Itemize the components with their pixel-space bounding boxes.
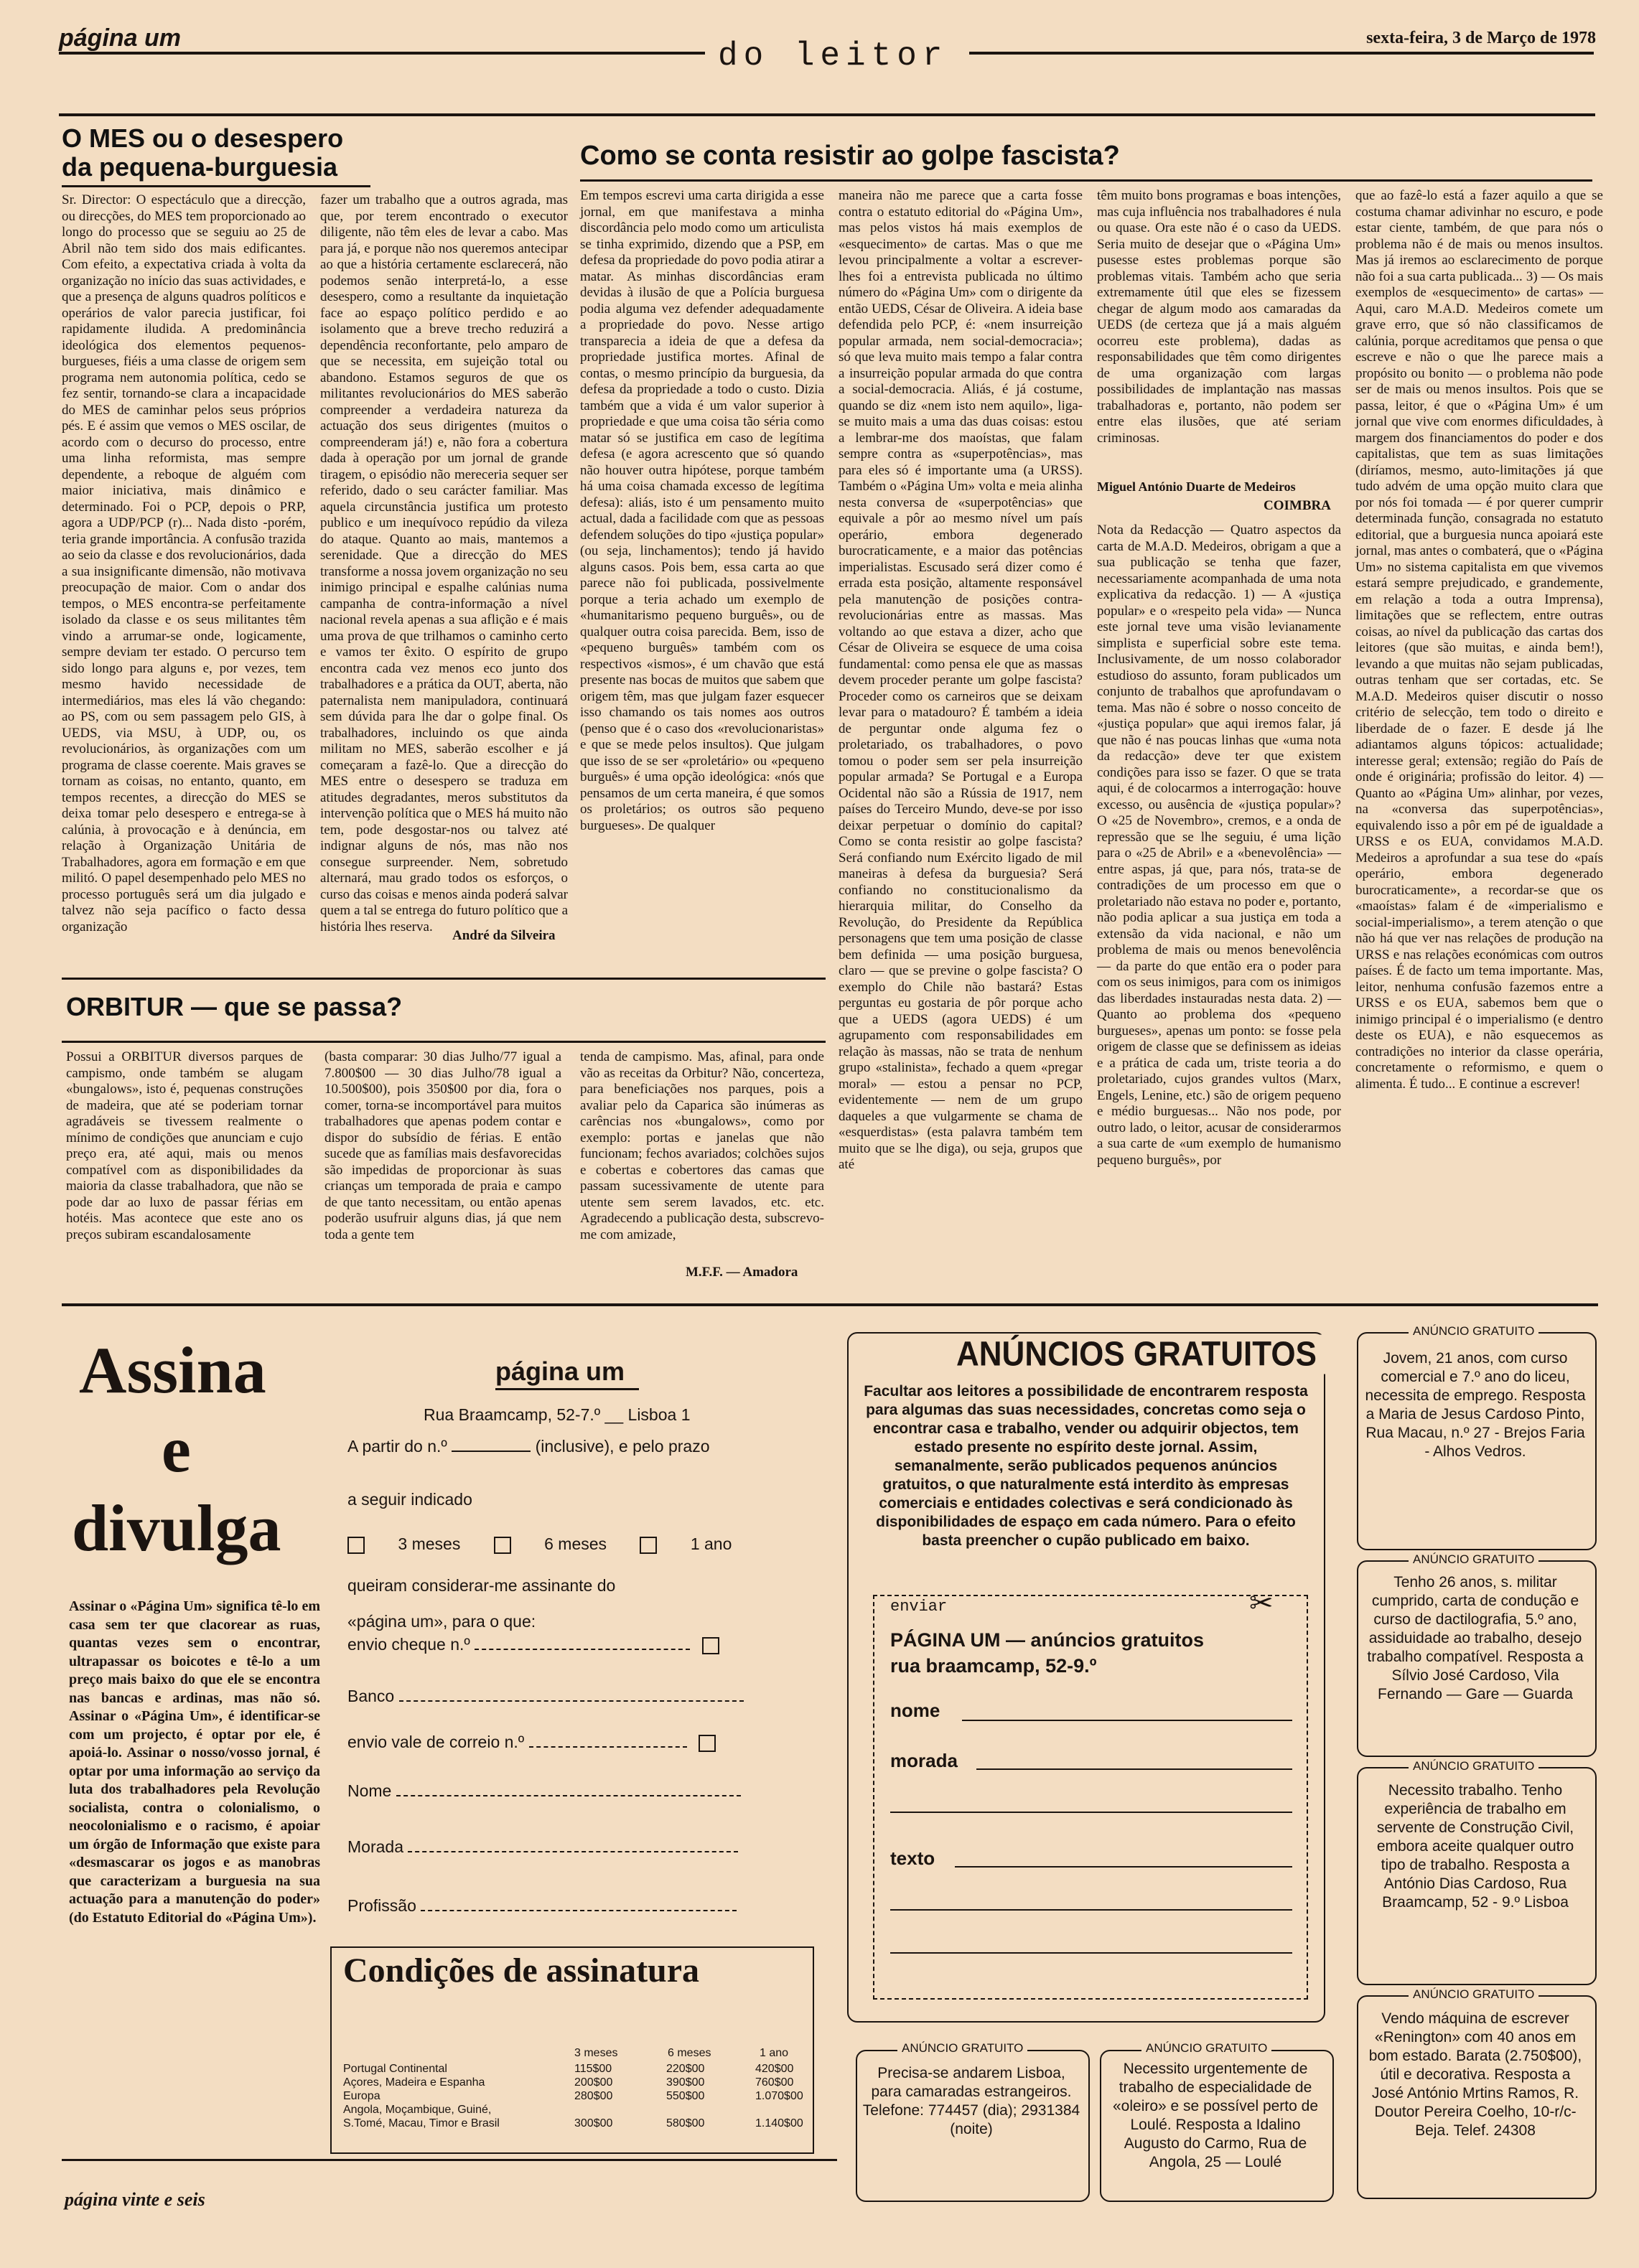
coupon-text-input-1[interactable]	[955, 1866, 1292, 1868]
coupon-label: enviar	[887, 1598, 950, 1616]
coupon-text-input-2[interactable]	[890, 1909, 1292, 1911]
small-ad-1-caption: ANÚNCIO GRATUITO	[897, 2041, 1027, 2056]
option-3-months-label: 3 meses	[398, 1534, 461, 1553]
mes-title-rule	[62, 185, 370, 187]
orbitur-col1: Possui a ORBITUR diversos parques de campismo, onde também se alugam «bungalows», isto é, pequenas construções de madeira, que até se poderiam tornar agradáveis se tivessem realmente o mínimo de condições que anunciam e cujo preço era, até aqui, mais ou menos compatível com as disponibilidades da maioria da classe trabalhadora, que não se pode dar ao luxo de passar férias em hotéis. Mas acontece que este ano os preços subiram escandalosamente	[66, 1049, 303, 1242]
form-postal-checkbox[interactable]	[699, 1735, 716, 1752]
free-ads-title: ANÚNCIOS GRATUITOS	[946, 1335, 1327, 1374]
paper-name: página um	[59, 24, 182, 52]
side-ad-3-caption: ANÚNCIO GRATUITO	[1409, 1759, 1538, 1773]
conditions-price-1y: 1.140$00	[755, 2117, 803, 2129]
form-postal-input[interactable]	[529, 1746, 687, 1748]
golpe-col1: Em tempos escrevi uma carta dirigida a esse jornal, em que manifestava a minha discordância pelo modo como um articulista se tinha exprimido, dizendo que a PSP, em defesa da propriedade do povo podia atirar a matar. As minhas discordâncias eram devidas à ilusão de que a Polícia burguesa podia alguma vez defender adequadamente a propriedade do povo. Nesse artigo transparecia a ideia de que a defesa da propriedade justifica mortes. Afinal de contas, o mesmo princípio da burguesia, da defesa da propriedade a todo o custo. Dizia também que a vida é um valor superior à propriedade e que uma coisa tão séria como matar só se justifica em caso de legítima defesa (e agora acrescento que só quando não houver outra hipótese, porque também há uma coisa chamada excesso de legítima defesa): aliás, isto é um pensamento muito actual, dada a facilidade com que as pessoas defendem soluções do tipo «justiça popular» (ou seja, linchamentos); tendo já havido alguns casos. Pois bem, essa carta ao que parece não foi publicada, possivelmente porque a teria achado um exemplo de «humanitarismo pequeno burguês», ou de qualquer outra coisa parecida. Bem, isso de «pequeno burguês» também com os respectivos «ismos», é um chavão que está presente nas bocas de muitos que sabem que origem têm, mas que julgam fazer esquecer isso chamando os tais nomes aos outros (penso que é o caso dos «revolucionaristas» e que se mede pelos insultos). Que julgam que isso de se ser «proletário» ou «pequeno burguês» é uma opção ideológica: «nós que pensamos de um certa maneira, é que somos os proletários; os outros são pequeno burgueses». De qualquer	[580, 188, 824, 833]
form-name-input[interactable]	[396, 1795, 741, 1796]
conditions-price-6m: 550$00	[666, 2090, 705, 2102]
conditions-price-6m: 220$00	[666, 2063, 705, 2075]
conditions-region: Portugal Continental	[343, 2063, 447, 2075]
small-ad-2-caption: ANÚNCIO GRATUITO	[1141, 2041, 1271, 2056]
conditions-price-1y: 420$00	[755, 2063, 794, 2075]
conditions-header-6m: 6 meses	[668, 2047, 711, 2059]
option-1-year-checkbox[interactable]	[640, 1537, 657, 1554]
option-6-months-label: 6 meses	[544, 1534, 607, 1553]
form-from-prefix: A partir do n.º	[347, 1437, 447, 1456]
option-1-year-label: 1 ano	[690, 1534, 732, 1553]
mes-col2: fazer um trabalho que a outros agrada, mas que, por terem encontrado o executor diligente, não têm eles de levar a cabo. Mas para já, e porque não nos queremos antecipar ao que a história certamente esclarecerá, não podemos senão interpretá-lo, a esse desespero, como a resultante da inquietação face ao espaço político perdido e ao isolamento que a breve trecho reduzirá a dependência reconfortante, pelo amparo de que se necessita, em sujeição total ou abandono. Estamos seguros de que os militantes revolucionários do MES saberão compreender a verdadeira natureza da actuação dos seus dirigentes (muitos o compreenderam já!) e, não fora a cobertura dada à operação por um jornal de grande tiragem, o episódio não mereceria sequer ser referido, dado o seu carácter familiar. Mas aquela circunstância justifica um protesto publico e um inequívoco repúdio da vileza do ataque. Quanto ao mais, mantemos a serenidade. Que a direcção do MES transforme a nossa jovem organização no seu inimigo principal e espalhe calúnias numa campanha de contra-informação a nível nacional revela apenas a sua aflição e é mais uma prova de que trilhamos o caminho certo e vamos ter êxito. O espírito de grupo encontra cada vez menos eco junto dos trabalhadores e a prática da OUT, aberta, não paternalista nem manipuladora, continuará sem dúvida para lhe dar o golpe final. Os trabalhadores, incluindo os que ainda militam no MES, saberão escolher e já começaram a fazê-lo. Que a direcção do MES entre o desespero se traduza em atitudes degradantes, meros substitutos da intervenção política que o MES há muito não tem, pode desgostar-nos ou talvez até indignar alguns de nós, mas não nos consegue surpreender. Nem, sobretudo alternará, mau grado todos os esforços, o curso das coisas e menos ainda poderá salvar quem a tal se entrega do futuro político que a história lhes reserva.	[320, 192, 568, 934]
conditions-header-1y: 1 ano	[760, 2047, 789, 2059]
assina-body: Assinar o «Página Um» significa tê-lo em casa sem ter que clacorear as ruas, quantas vezes sem o encontrar, ultrapassar os boicotes e tê-lo a um preço mais baixo do que ele se encontra nas bancas e ardinas, mas não só. Assinar o «Página Um», é identificar-se com um projecto, é optar por ele, é apoiá-lo. Assinar o nosso/vosso jornal, é optar por uma informação ao serviço da luta dos trabalhadores pela Revolução socialista, contra o colonialismo, o neocolonialismo e o racismo, é apoiar um órgão de Informação que existe para «desmascarar os jogos e as manobras que caracterizam a burguesia na sua actuação para a manutenção do poder» (do Estatuto Editorial do «Página Um»).	[69, 1598, 320, 1926]
form-address-row	[347, 1837, 814, 1857]
orbitur-top-rule	[62, 978, 826, 980]
conditions-price-1y: 1.070$00	[755, 2090, 803, 2102]
conditions-region: Açores, Madeira e Espanha	[343, 2076, 485, 2089]
form-profession-label: Profissão	[347, 1896, 416, 1915]
form-consider-2: «página um», para o que:	[347, 1612, 536, 1631]
golpe-title-rule	[580, 179, 1592, 182]
coupon-name-label: nome	[890, 1700, 940, 1721]
golpe-col4: que ao fazê-lo está a fazer aquilo a que se costuma chamar adivinhar no escuro, e pode estar ciente, também, de que para nós o problema não é de mais ou menos insultos. Mas já iremos ao esclarecimento de porque não foi a sua carta publicada... 3) — Os mais exemplos de «esquecimento» de cartas» — Aqui, caro M.A.D. Medeiros comete um grave erro, que só não classificamos de calúnia, porque acreditamos que pensa o que escreve e não o que lhe parece mais a propósito ou bonito — o problema não pode ser de mais ou menos insultos. Pois que se passa, leitor, é que o «Página Um» é um jornal que vive com enormes dificuldades, à margem dos financiamentos do poder e dos capitalistas, que tem as suas limitações (diríamos, mesmo, auto-limitações já que tudo advém de uma opção muito clara que por nós foi tomada — é por querer cumprir determinada função, consagrada no estatuto editorial, que a burguesia nunca apoiará este jornal, mas antes o combaterá, que o «Página Um» no sistema capitalista em que vivemos estará sempre prejudicado, e grandemente, em relação a toda a outra Imprensa), limitações que se reflectem, entre outras coisas, ao nível da publicação das cartas dos leitores (que são muitas, e ainda bem!), levando a que muitas não sejam publicadas, outras tenham que ser cortadas, etc. Se M.A.D. Medeiros quiser discutir o nosso critério de selecção, tem todo o direito e liberdade de o fazer. E desde já lhe adiantamos alguns tópicos: actualidade; interesse geral; extensão; região do País de onde é originária; profissão do leitor. 4) — Quanto ao «Página Um» alinhar, por vezes, na «conversa das superpotências», equivalendo isso a pôr em pé de igualdade a URSS e os EUA, convidamos M.A.D. Medeiros a aprofundar a sua tese do «país operário, embora degenerado burocraticamente», a recordar-se que os «maoístas» falam é de «imperialismo e social-imperialismo», a terem atenção o que não há que ver nas relações de produção na URSS e nas relações económicas com outros países. É de facto um tema importante. Mas, leitor, nenhuma confusão fazemos entre a URSS e os EUA, sabemos bem que o inimigo principal é o imperialismo (e dentro deste os EUA), e não esquecemos as contradições no interior da classe operária, concretamente o reformismo, e quem o alimenta. É tudo... E continue a escrever!	[1355, 188, 1603, 1092]
form-brand: página um	[495, 1356, 625, 1386]
conditions-price-6m: 390$00	[666, 2076, 705, 2089]
orbitur-title: ORBITUR — que se passa?	[66, 992, 403, 1021]
free-ads-intro: Facultar aos leitores a possibilidade de encontrarem resposta para algumas das suas necessidades, concretas como seja o encontrar casa e trabalho, vender ou adquirir objectos, tem estado presente no espírito deste jornal. Assim, semanalmente, serão publicados pequenos anúncios gratuitos, o que naturalmente está interdito às empresas comerciais e entidades colectivas e será condicionado às disponibilidades de espaço em cada número. Para o efeito basta preencher o cupão publicado em baixo.	[864, 1383, 1308, 1549]
form-bank-input[interactable]	[399, 1700, 744, 1702]
conditions-region: S.Tomé, Macau, Timor e Brasil	[343, 2117, 500, 2129]
option-6-months-checkbox[interactable]	[494, 1537, 511, 1554]
small-ad-1-text: Precisa-se andarem Lisboa, para camaradas estrangeiros. Telefone: 774457 (dia); 2931384 (noite)	[862, 2065, 1080, 2137]
side-ad-2-text: Tenho 26 anos, s. militar cumprido, carta de condução e curso de dactilografia, 5.º ano, assiduidade ao trabalho, desejo trabalho compatível. Resposta a Sílvio José Cardoso, Vila Fernando — Gare — Guarda	[1367, 1574, 1584, 1702]
coupon-brand: PÁGINA UM — anúncios gratuitos	[890, 1629, 1205, 1651]
option-3-months-checkbox[interactable]	[347, 1537, 365, 1554]
page-number-footer: página vinte e seis	[65, 2189, 205, 2210]
golpe-city: COIMBRA	[1264, 498, 1331, 513]
form-from-row	[347, 1437, 814, 1456]
mes-signature: André da Silveira	[452, 928, 556, 943]
coupon-name-input[interactable]	[962, 1720, 1292, 1721]
form-consider-1: queiram considerar-me assinante do	[347, 1576, 616, 1595]
orbitur-col3: tenda de campismo. Mas, afinal, para onde vão as receitas da Orbitur? Não, concerteza, para beneficiações nos parques, pois a avaliar pelo da Caparica são inúmeras as carências nos «bungalows», como por exemplo: portas e janelas que não funcionam; fechos avariados; colchões sujos e cobertas e cobertores das camas que passam sucessivamente de utente para utente sem serem lavados, etc. etc. Agradecendo a publicação desta, subscrevo-me com amizade,	[580, 1049, 824, 1242]
golpe-note: Nota da Redacção — Quatro aspectos da carta de M.A.D. Medeiros, obrigam a que a sua publicação se tenha que fazer, necessariamente acompanhada de uma nota explicativa da redacção. 1) — A «justiça popular» e o «respeito pela vida» — Nunca este jornal teve uma visão levianamente simplista e superficial sobre este tema. Inclusivamente, de um nosso colaborador estudioso do assunto, foram publicados um conjunto de trabalhos que aprofundavam o tema. Mas não é sobre o nosso conceito de «justiça popular» que aqui iremos falar, já que não é nas poucas linhas que «uma nota da redacção» deve ter que existem condições para isso se fazer. O que se trata aqui, é de colocarmos a interrogação: houve excesso, ou ausência de «justiça popular»? O «25 de Novembro», cremos, e a onda de repressão que se lhe seguiu, é uma lição para o «25 de Abril» e a «benevolência» — entre aspas, já que, para nós, trata-se de contradições de um processo em que o proletariado não estava no poder e, portanto, não podia aplicar a sua justiça em toda a extensão da vida nacional, e não um problema de mais ou menos benevolência — da parte do que então era o poder para com os seus inimigos, para com os inimigos das liberdades instauradas nesta data. 2) — Quanto ao problema dos «pequeno burgueses», apenas um ponto: se fosse pela origem de classe que se definissem as ideias e a prática de cada um, triste teoria a do proletariado, cujos grandes vultos (Marx, Engels, Lenine, etc.) são de origem pequeno e médio burguesas... Não nos pode, por outro lado, o leitor, acusar de considerarmos a sua carte de «um exemplo de humanismo pequeno burguês», por	[1097, 523, 1341, 1168]
header-rule	[59, 113, 1595, 116]
lower-section-rule	[62, 1303, 1598, 1306]
orbitur-title-rule	[62, 1041, 826, 1043]
assina-title-1: Assina	[79, 1334, 266, 1407]
conditions-price-6m: 580$00	[666, 2117, 705, 2129]
coupon-address-input[interactable]	[976, 1768, 1292, 1770]
mes-col1: Sr. Director: O espectáculo que a direcção, ou direcções, do MES tem proporcionado ao longo do processo que se seguiu ao 25 de Abril não tem sido dos mais edificantes. Com efeito, a expectativa criada à volta da organização no início das suas actividades, e que a presença de alguns quadros políticos e operários de valor parecia justificar, foi rapidamente iludida. A predominância ideológica dos elementos pequenos-burgueses, fiéis a uma classe de origem sem programa nem autonomia política, cedo se fez sentir, tornando-se clara a incapacidade do MES de caminhar pelos seus próprios pés. E é assim que vemos o MES oscilar, de acordo com o decurso do processo, entre uma linha reformista, mas sempre dependente, a reboque de alguém com maior iniciativa, mais dinâmico e determinado. Foi o PCP, depois o PRP, agora a UDP/PCP (r)... Nada disto -porém, teria grande importância. A confusão trazida ao seio da classe e dos revolucionários, dada a sua insignificante dimensão, não motivava preocupação de maior. Com o andar dos tempos, o MES encontra-se perfeitamente isolado da classe e os seus militantes têm vindo a arrumar-se onde, logicamente, sempre deviam ter estado. O percurso tem sido longo para alguns e, por vezes, tem mesmo havido necessidade de intermediários, mas eles lá vão chegando: ao PS, com ou sem passagem pelo GIS, à UEDS, via MSU, à UDP, ou, os revolucionários, às organizações com um programa de classe coerente. Mais graves se tornam as coisas, no entanto, quanto, em tempos recentes, a direcção do MES se deixa tomar pelo desespero e entrega-se à calúnia, à provocação e à denúncia, em relação à Organização Unitária de Trabalhadores, agora em formação e em que militó. O papel desempenhado pelo MES no processo português será um dia julgado e talvez não seja pacífico o facto dessa organização	[62, 192, 306, 934]
form-postal-label: envio vale de correio n.º	[347, 1733, 525, 1751]
form-bank-label: Banco	[347, 1687, 395, 1705]
golpe-title: Como se conta resistir ao golpe fascista?	[580, 141, 1120, 171]
form-cheque-row	[347, 1635, 814, 1654]
conditions-region: Angola, Moçambique, Guiné,	[343, 2104, 492, 2116]
form-from-suffix: (inclusive), e pelo prazo	[535, 1437, 710, 1456]
golpe-col3: têm muito bons programas e boas intenções, mas cuja influência nos trabalhadores é nula ou quase. Ora este não é o caso da UEDS. Seria muito de desejar que o «Página Um» pusesse estes problemas porque são problemas vitais. Também acho que seria extremamente útil que eles se fizessem chegar de algum modo aos camaradas da UEDS (de certeza que já a mais alguém ocorreu este problema), dadas as responsabilidades que têm como dirigentes de uma organização com largas possibilidades de implantação nas massas trabalhadoras e, portanto, não podem ser entre elas ilusões, que até seriam criminosas.	[1097, 188, 1341, 446]
coupon-text-input-3[interactable]	[890, 1952, 1292, 1954]
form-name-label: Nome	[347, 1781, 392, 1800]
conditions-price-1y: 760$00	[755, 2076, 794, 2089]
section-title: do leitor	[718, 37, 948, 75]
golpe-col2: maneira não me parece que a carta fosse contra o estatuto editorial do «Página Um», mas pelos vistos há mais exemplos de «esquecimento» de cartas. Mas o que me levou principalmente a voltar a escrever-lhes foi a entrevista publicada no último número do «Página Um» com o dirigente da então UEDS, César de Oliveira. A ideia base defendida pelo PCP, é: «nem insurreição popular armada, nem social-democracia»; só que leva muito mais tempo a falar contra a insurreição popular armada do que contra a social-democracia. Aliás, é já costume, quando se diz «nem isto nem aquilo», liga-se muito mais a uma das duas coisas: estou a lembrar-me dos maoístas, que falam sempre contra as «superpotências», mas para eles só é importante uma (a URSS). Também o «Página Um» volta e meia alinha nesta conversa de «superpotências» que equivale a pôr ao mesmo nível um país operário, embora degenerado burocraticamente, e a maior das potências imperialistas. Escusado será dizer como é errada esta posição, altamente responsável pela manutenção de posições contra-revolucionárias entre as massas. Mas voltando ao que estava a dizer, acho que César de Oliveira se esquece de uma coisa fundamental: como pensa ele que as massas devem proceder perante um golpe fascista? Proceder como os carneiros que se deixam levar para o matadouro? É também a ideia de perguntar onde alguma fez o proletariado, os trabalhadores, o povo tomou o poder sem ser pela insurreição popular armada? Se Portugal e a Europa Ocidental não são a Rússia de 1917, nem países do Terceiro Mundo, deve-se por isso deixar perpetuar o domínio do capital? Como se conta resistir ao golpe fascista? Será confiando num Exército ligado de mil maneiras à defesa da burguesia? Será confiando no constitucionalismo da hierarquia militar, do Conselho da Revolução, do Presidente da República personagens que tem uma posição de classe bem definida — uma posição burguesa, claro — que se previne o golpe fascista? O exemplo do Chile não bastará? Estas perguntas eu gostaria de pôr porque acho que a UEDS (agora UEDS) é um agrupamento com responsabilidades em relação às massas, não se trata de nenhum grupo «stalinista», fechado a quem «pregar moral» — estou a pensar no PCP, evidentemente — nem de um grupo daqueles a que vulgarmente se chama de «esquerdistas» (esta palavra também tem muito que se lhe diga), ou seja, grupos que até	[839, 188, 1083, 1172]
assina-title-3: divulga	[72, 1491, 281, 1565]
form-from-number-input[interactable]	[452, 1451, 531, 1452]
assina-title-2: e	[162, 1412, 191, 1486]
form-profession-input[interactable]	[421, 1910, 737, 1911]
conditions-price-3m: 115$00	[574, 2063, 612, 2075]
scissors-icon: ✂	[1249, 1587, 1274, 1619]
side-ad-1-text: Jovem, 21 anos, com curso comercial e 7.º ano do liceu, necessita de emprego. Resposta a Maria de Jesus Cardoso Pinto, Rua Macau, n.º 27 - Brejos Faria - Alhos Vedros.	[1365, 1350, 1586, 1460]
form-address-label: Morada	[347, 1837, 403, 1856]
conditions-header-3m: 3 meses	[574, 2047, 618, 2059]
header-underline-left	[59, 52, 705, 55]
conditions-region: Europa	[343, 2090, 380, 2102]
side-ad-4-text: Vendo máquina de escrever «Renington» com 40 anos em bom estado. Barata (2.750$00), útil e decorativa. Resposta a José António Mrtins Ramos, R. Doutor Pereira Coelho, 10-r/c-Beja. Telef. 24308	[1368, 2010, 1582, 2139]
form-period-label: a seguir indicado	[347, 1490, 472, 1509]
conditions-price-3m: 200$00	[574, 2076, 613, 2089]
form-name-row	[347, 1781, 814, 1801]
conditions-title: Condições de assinatura	[343, 1951, 700, 1990]
mes-title-2: da pequena-burguesia	[62, 152, 338, 182]
coupon-address-input-2[interactable]	[890, 1812, 1292, 1813]
side-ad-2-caption: ANÚNCIO GRATUITO	[1409, 1552, 1538, 1567]
coupon-address: rua braamcamp, 52-9.º	[890, 1655, 1097, 1677]
form-postal-row	[347, 1733, 814, 1752]
footer-rule	[62, 2159, 837, 2161]
orbitur-signature: M.F.F. — Amadora	[686, 1265, 798, 1280]
form-brand-underline	[495, 1388, 639, 1390]
header-underline-right	[969, 52, 1594, 55]
conditions-price-3m: 280$00	[574, 2090, 613, 2102]
side-ad-3-text: Necessito trabalho. Tenho experiência de trabalho em servente de Construção Civil, embora aceite qualquer outro tipo de trabalho. Resposta a António Dias Cardoso, Rua Braamcamp, 52 - 9.º Lisboa	[1376, 1782, 1574, 1911]
side-ad-1-caption: ANÚNCIO GRATUITO	[1409, 1324, 1538, 1339]
golpe-signature: Miguel António Duarte de Medeiros	[1097, 479, 1296, 494]
conditions-price-3m: 300$00	[574, 2117, 613, 2129]
small-ad-2-text: Necessito urgentemente de trabalho de especialidade de «oleiro» e se possível perto de Loulé. Resposta a Idalino Augusto do Carmo, Rua de Angola, 25 — Loulé	[1112, 2061, 1318, 2170]
form-address: Rua Braamcamp, 52-7.º __ Lisboa 1	[424, 1405, 691, 1424]
form-bank-row	[347, 1687, 814, 1706]
side-ad-4-caption: ANÚNCIO GRATUITO	[1409, 1987, 1538, 2002]
form-cheque-input[interactable]	[475, 1649, 690, 1650]
form-cheque-label: envio cheque n.º	[347, 1635, 470, 1654]
form-address-input[interactable]	[408, 1851, 738, 1852]
coupon-text-label: texto	[890, 1847, 935, 1869]
mes-title-1: O MES ou o desespero	[62, 123, 344, 153]
orbitur-col2: (basta comparar: 30 dias Julho/77 igual a 7.800$00 — 30 dias Julho/78 igual a 10.500$00), pois 350$00 por dia, fora o comer, torna-se incomportável para muitos trabalhadores que apenas podem contar e dispor do subsídio de férias. E então sucede que as famílias mais desfavorecidas são impedidas de proporcionar às suas crianças um temporada de praia e campo de que tanto necessitam, ou então apenas poderão usufruir alguns dias, já que nem toda a gente tem	[324, 1049, 561, 1242]
page-date: sexta-feira, 3 de Março de 1978	[1366, 29, 1596, 47]
coupon-address-label: morada	[890, 1750, 958, 1771]
form-period-options	[347, 1534, 807, 1554]
form-cheque-checkbox[interactable]	[702, 1637, 719, 1654]
form-profession-row	[347, 1896, 814, 1916]
